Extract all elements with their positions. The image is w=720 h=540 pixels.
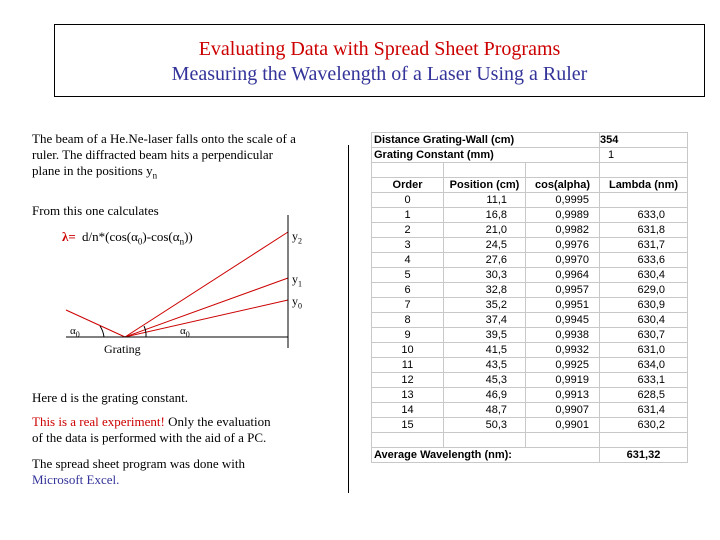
position-cell: 37,4 <box>444 313 526 328</box>
order-cell: 1 <box>372 208 444 223</box>
header-lambda: Lambda (nm) <box>600 178 688 193</box>
intro-line-1: The beam of a He.Ne-laser falls onto the scale of a <box>32 131 296 146</box>
intro-line-3: plane in the positions $y_n$ <box>32 163 158 181</box>
excel-note: Microsoft Excel. <box>32 472 120 487</box>
beam-y2 <box>125 232 288 337</box>
position-cell: 50,3 <box>444 418 526 433</box>
order-cell: 15 <box>372 418 444 433</box>
position-cell: 11,1 <box>444 193 526 208</box>
cos-cell: 0,9932 <box>526 343 600 358</box>
spreadsheet-text: The spread sheet program was done with Microsoft Excel. <box>32 456 245 487</box>
table-row <box>372 343 688 358</box>
position-cell: 32,8 <box>444 283 526 298</box>
title-sub: Measuring the Wavelength of a Laser Using a Ruler <box>171 63 588 85</box>
label-y0: $y_0$ <box>292 294 302 311</box>
cos-cell: 0,9938 <box>526 328 600 343</box>
order-cell: 7 <box>372 298 444 313</box>
table-row <box>372 193 688 208</box>
header-cos: cos(alpha) <box>526 178 600 193</box>
cos-cell: 0,9945 <box>526 313 600 328</box>
table-row <box>372 223 688 238</box>
table-row <box>372 403 688 418</box>
cos-cell: 0,9957 <box>526 283 600 298</box>
lambda-cell: 630,4 <box>600 313 688 328</box>
label-y1: $y_1$ <box>292 272 302 289</box>
formula-body: $d/n*(\cos(\alpha_0)-\cos(\alpha_n))$ <box>82 229 193 247</box>
table-row <box>372 268 688 283</box>
cos-cell: 0,9925 <box>526 358 600 373</box>
table-row <box>372 253 688 268</box>
cos-cell: 0,9970 <box>526 253 600 268</box>
beam-y1 <box>125 278 288 337</box>
lambda-cell: 633,6 <box>600 253 688 268</box>
table-row <box>372 313 688 328</box>
real-experiment-note: This is a real experiment! <box>32 414 165 429</box>
table-row <box>372 418 688 433</box>
cos-cell: 0,9907 <box>526 403 600 418</box>
order-cell: 10 <box>372 343 444 358</box>
lambda-cell: 631,0 <box>600 343 688 358</box>
position-cell: 41,5 <box>444 343 526 358</box>
table-row <box>372 238 688 253</box>
position-cell: 45,3 <box>444 373 526 388</box>
cos-cell: 0,9989 <box>526 208 600 223</box>
position-cell: 46,9 <box>444 388 526 403</box>
header-position: Position (cm) <box>444 178 526 193</box>
table-row <box>372 208 688 223</box>
position-cell: 30,3 <box>444 268 526 283</box>
cos-cell: 0,9982 <box>526 223 600 238</box>
spreadsheet-table <box>371 132 688 463</box>
lambda-cell: 633,0 <box>600 208 688 223</box>
cos-cell: 0,9919 <box>526 373 600 388</box>
lambda-cell: 633,1 <box>600 373 688 388</box>
order-cell: 13 <box>372 388 444 403</box>
lambda-cell: 629,0 <box>600 283 688 298</box>
grating-constant-text: Here d is the grating constant. <box>32 390 188 405</box>
average-label: Average Wavelength (nm): <box>372 448 600 463</box>
lambda-cell: 630,7 <box>600 328 688 343</box>
table-row <box>372 283 688 298</box>
cos-cell: 0,9995 <box>526 193 600 208</box>
position-cell: 16,8 <box>444 208 526 223</box>
average-value: 631,32 <box>600 448 688 463</box>
grating-value: 1 <box>600 148 688 163</box>
position-cell: 21,0 <box>444 223 526 238</box>
experiment-text: This is a real experiment! Only the evaluation of the data is performed with the aid of a PC. <box>32 414 271 445</box>
order-cell: 5 <box>372 268 444 283</box>
table-row <box>372 328 688 343</box>
cos-cell: 0,9901 <box>526 418 600 433</box>
beam-y0 <box>125 300 288 337</box>
cos-cell: 0,9964 <box>526 268 600 283</box>
position-cell: 35,2 <box>444 298 526 313</box>
calc-text: From this one calculates <box>32 203 159 218</box>
position-cell: 39,5 <box>444 328 526 343</box>
cos-cell: 0,9951 <box>526 298 600 313</box>
table-row <box>372 388 688 403</box>
intro-line-2: ruler. The diffracted beam hits a perpendicular <box>32 147 274 162</box>
cos-cell: 0,9976 <box>526 238 600 253</box>
position-cell: 27,6 <box>444 253 526 268</box>
cos-cell: 0,9913 <box>526 388 600 403</box>
lambda-cell: 630,2 <box>600 418 688 433</box>
label-alpha-left: $\alpha_0$ <box>70 325 80 340</box>
lambda-cell: 631,4 <box>600 403 688 418</box>
lambda-cell: 628,5 <box>600 388 688 403</box>
order-cell: 2 <box>372 223 444 238</box>
grating-label: Grating Constant (mm) <box>372 148 600 163</box>
order-cell: 11 <box>372 358 444 373</box>
label-y2: $y_2$ <box>292 229 302 246</box>
distance-label: Distance Grating-Wall (cm) <box>372 133 600 148</box>
order-cell: 12 <box>372 373 444 388</box>
lambda-cell <box>600 193 688 208</box>
order-cell: 3 <box>372 238 444 253</box>
position-cell: 48,7 <box>444 403 526 418</box>
table-row <box>372 373 688 388</box>
distance-value: 354 <box>600 133 688 148</box>
lambda-cell: 634,0 <box>600 358 688 373</box>
lambda-cell: 631,8 <box>600 223 688 238</box>
order-cell: 14 <box>372 403 444 418</box>
lambda-cell: 630,9 <box>600 298 688 313</box>
divider <box>348 145 349 493</box>
laser-beams <box>66 232 288 337</box>
formula-prefix: λ= <box>62 229 76 244</box>
order-cell: 6 <box>372 283 444 298</box>
label-alpha-right: $\alpha_0$ <box>180 325 190 340</box>
label-grating: Grating <box>104 342 141 356</box>
order-cell: 4 <box>372 253 444 268</box>
order-cell: 8 <box>372 313 444 328</box>
lambda-cell: 630,4 <box>600 268 688 283</box>
position-cell: 43,5 <box>444 358 526 373</box>
order-cell: 9 <box>372 328 444 343</box>
table-row <box>372 298 688 313</box>
alpha-arc-right <box>144 326 146 337</box>
lambda-cell: 631,7 <box>600 238 688 253</box>
table-row <box>372 358 688 373</box>
title-main: Evaluating Data with Spread Sheet Programs <box>198 38 561 60</box>
position-cell: 24,5 <box>444 238 526 253</box>
header-order: Order <box>372 178 444 193</box>
order-cell: 0 <box>372 193 444 208</box>
